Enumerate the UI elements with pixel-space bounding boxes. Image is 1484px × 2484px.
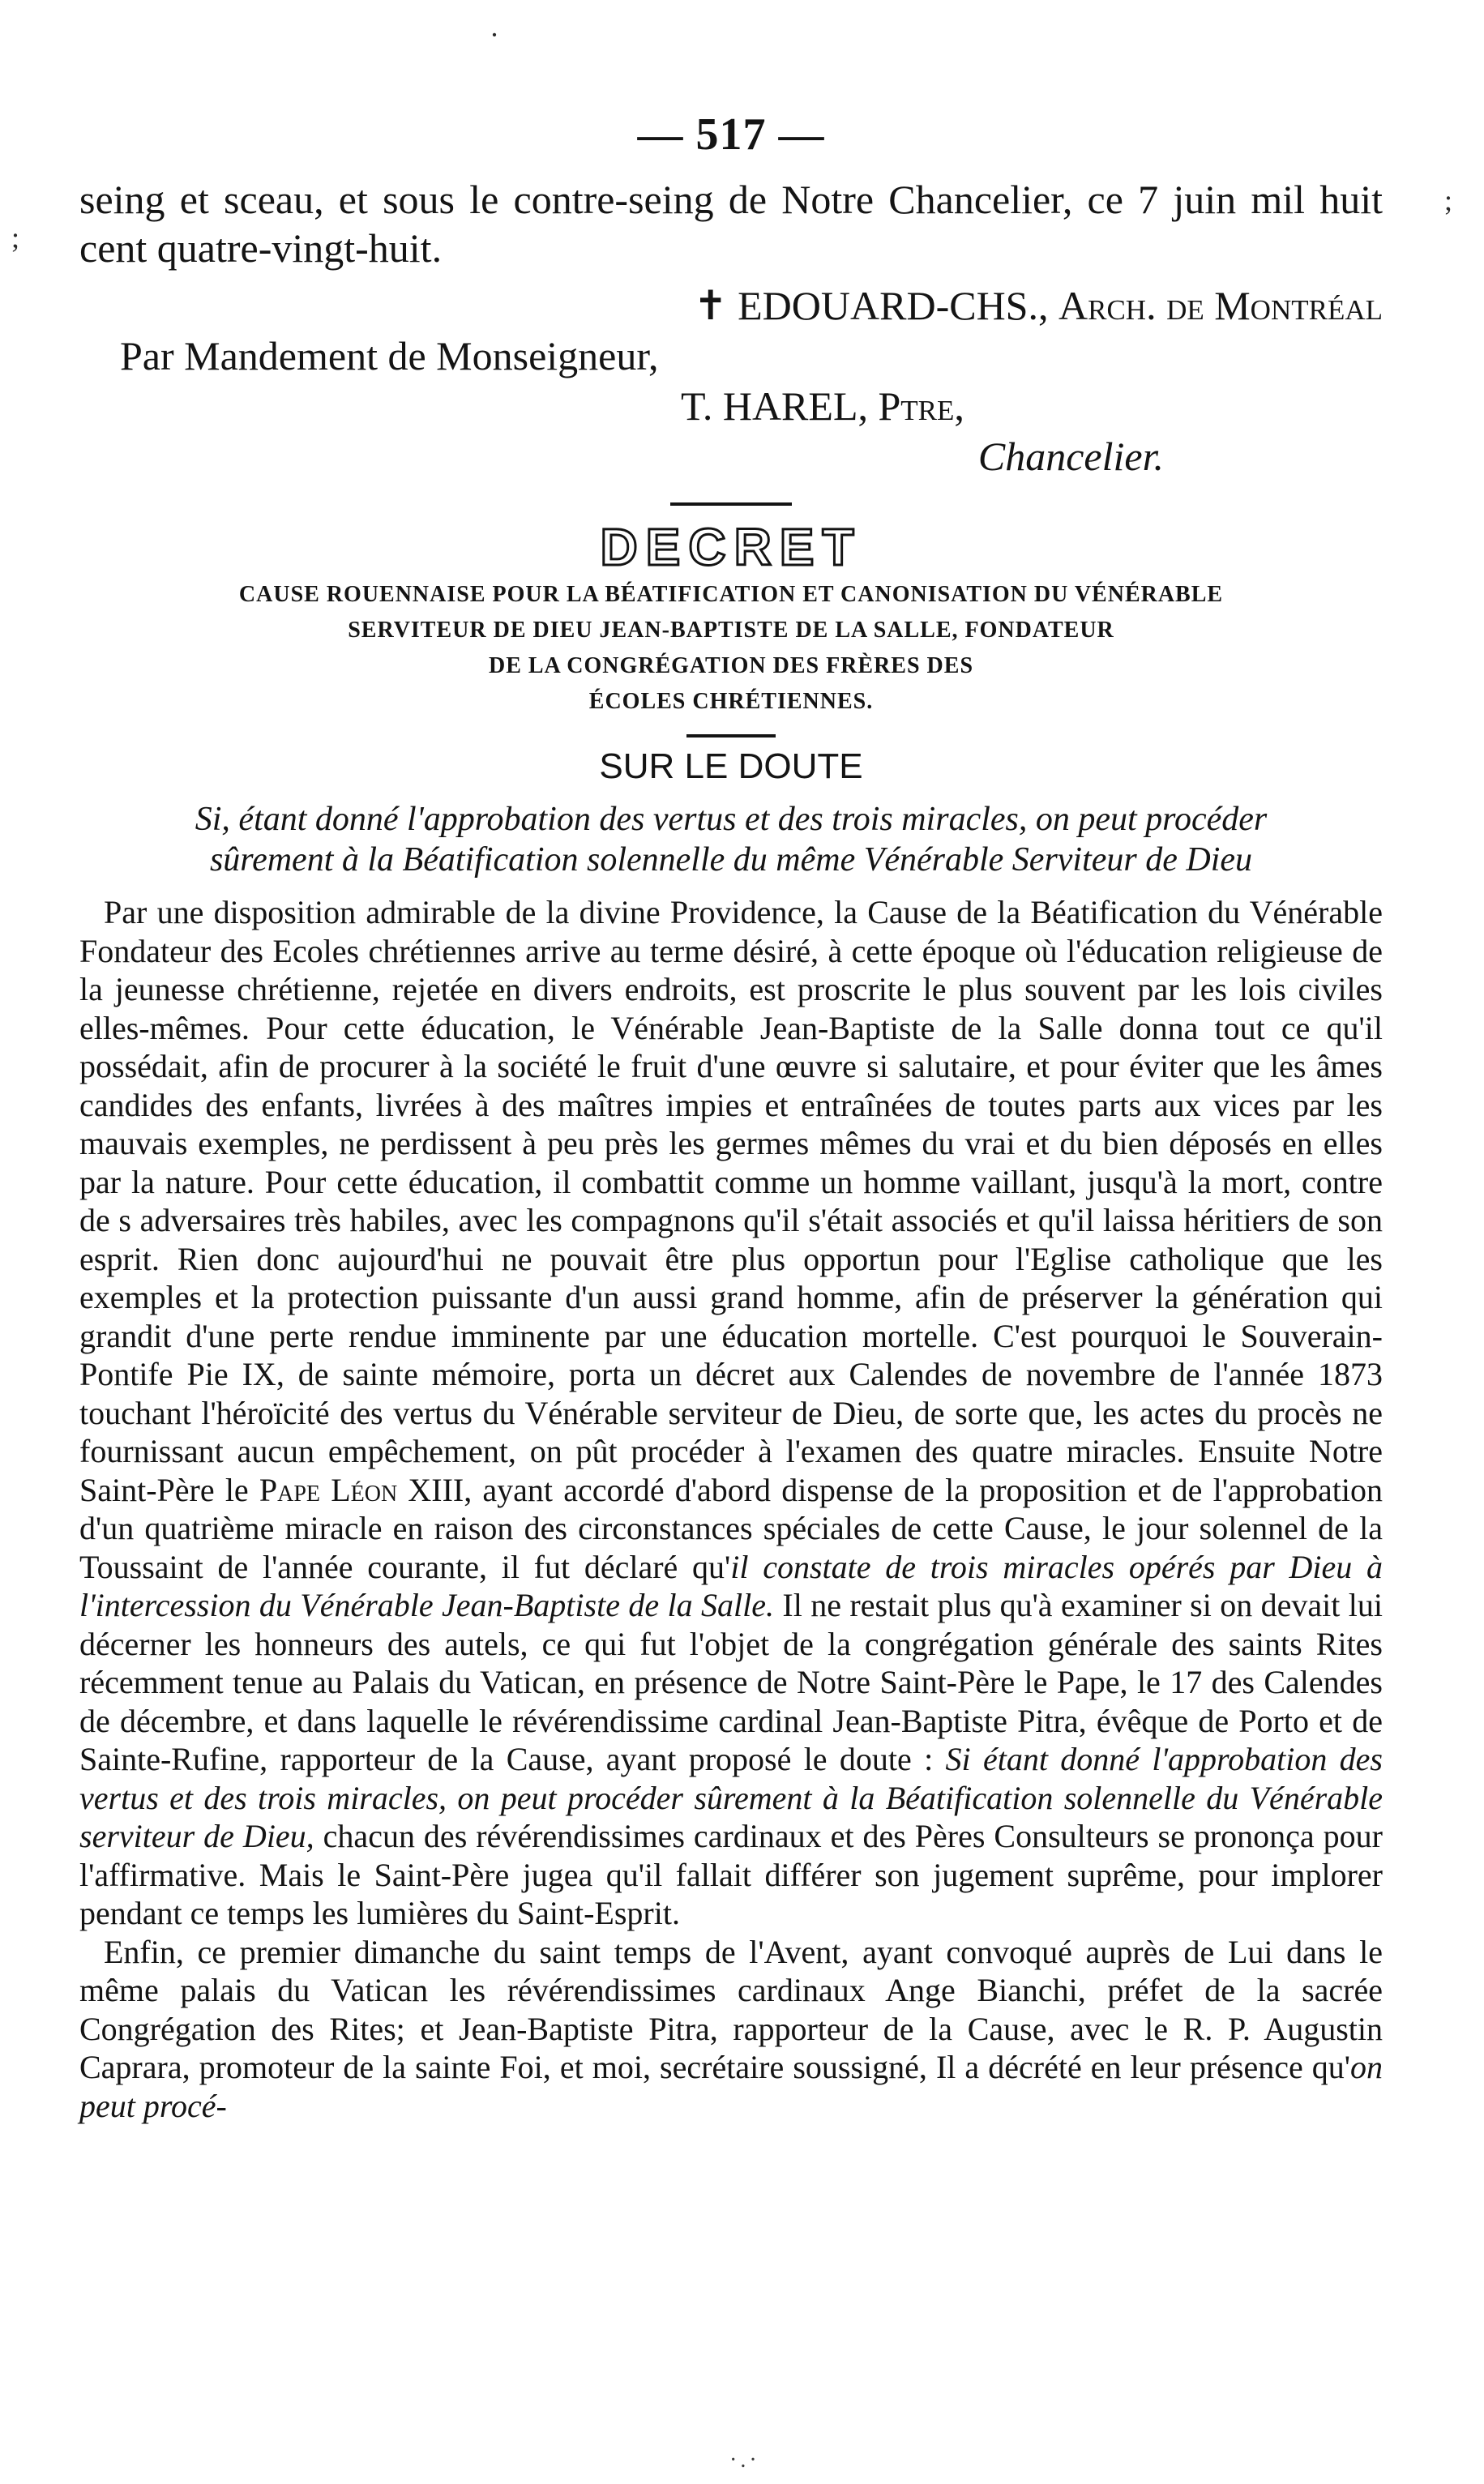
divider: [670, 502, 792, 506]
chancellor-name: T. HAREL,: [681, 383, 868, 429]
cause-line: ÉCOLES CHRÉTIENNES.: [588, 689, 874, 714]
archbishop-name: ✝ EDOUARD-CHS.,: [693, 283, 1049, 328]
page-number: — 517 —: [637, 109, 825, 160]
chancellor-role: Chancelier.: [977, 434, 1164, 479]
text-run: Enfin, ce premier dimanche du saint temps de l'Avent, ayant convoqué auprès de Lui dans le même palais du Vatican les révérendissimes cardinaux Ange Bianchi, préfet de la sacrée Congrégation des Rites; et Jean-Baptiste Pitra, rapporteur de la Cause, avec le R. P. Augustin Caprara, promoteur de la sainte Foi, et moi, secrétaire soussigné, Il a décrété en leur présence qu': [79, 1933, 1383, 2085]
document-page: [79, 105, 1383, 2125]
chancellor-title: Ptre,: [878, 383, 964, 429]
archbishop-title: Arch. de Montréal: [1058, 283, 1383, 328]
footer-mark: ·.·: [729, 2448, 760, 2473]
scan-speck: ;: [1444, 184, 1453, 216]
body-paragraph: [79, 1933, 1383, 2126]
mandement-line: Par Mandement de Monseigneur,: [120, 333, 659, 378]
archbishop-signature: [79, 280, 1383, 331]
pope-name: Pape Léon XIII: [259, 1471, 464, 1508]
text-run: Par une disposition admirable de la divine Providence, la Cause de la Béatification du Vénérable Fondateur des Ecoles chrétiennes arrive au terme désiré, à cette époque où l'éducation religieuse de la jeunesse chrétienne, rejetée en divers endroits, est proscrite le plus souvent par les lois civiles elles-mêmes. Pour cette éducation, le Vénérable Jean-Baptiste de la Salle donna tout ce qu'il possédait, afin de procurer à la société le fruit d'une œuvre si salutaire, et pour éviter que les âmes candides des enfants, livrées à des maîtres impies et entraînées de toutes parts aux vices par les mauvais exemples, ne perdissent à peu près les germes mêmes du vrai et du bien déposés en elles par la nature. Pour cette éducation, il combattit comme un homme vaillant, jusqu'à la mort, contre de s adversaires très habiles, avec les compagnons qu'il s'était associés et qu'il laissa héritiers de son esprit. Rien donc aujourd'hui ne pouvait être plus opportun pour l'Eglise catholique que les exemples et la protection puissante d'un aussi grand homme, afin de préserver la génération qui grandit d'une perte rendue imminente par une éducation mortelle. C'est pourquoi le Souverain-Pontife Pie IX, de sainte mémoire, porta un décret aux Calendes de novembre de l'année 1873 touchant l'héroïcité des vertus du Vénérable serviteur de Dieu, de sorte que, les actes du procès ne fournissant aucun empêchement, on pût procéder à l'examen des quatre miracles. Ensuite Notre Saint-Père le: [79, 894, 1383, 1508]
body-paragraph: [79, 893, 1383, 1933]
opening-text: seing et sceau, et sous le contre-seing de Notre Chancelier, ce 7 juin mil huit cent quatre-vingt-huit.: [79, 177, 1383, 271]
text-run: chacun des révérendissimes cardinaux et des Pères Consulteurs se prononça pour l'affirmative. Mais le Saint-Père jugea qu'il fallait différer son jugement suprême, pour implorer pendant ce temps les lumières du Saint-Esprit.: [79, 1818, 1383, 1931]
question-line: Si, étant donné l'approbation des vertus et des trois miracles, on peut procéder: [195, 801, 1268, 838]
question-line: sûrement à la Béatification solennelle du même Vénérable Serviteur de Dieu: [209, 841, 1253, 879]
scan-speck: ·: [490, 19, 499, 51]
chancellor-signature: [79, 381, 1383, 431]
cause-heading: [79, 577, 1383, 720]
cause-line: CAUSE ROUENNAISE POUR LA BÉATIFICATION ET CANONISATION DU VÉNÉRABLE: [238, 582, 1224, 607]
italic-run: Si étant donné l'approbation des vertus et des trois miracles, on peut procéder sûrement à la Béatification solennelle du Vénérable serviteur de Dieu,: [79, 1741, 1383, 1854]
divider: [686, 734, 776, 738]
decree-title: DECRET: [600, 518, 862, 576]
decree-body: [79, 893, 1383, 2125]
subheading: SUR LE DOUTE: [599, 746, 863, 786]
cause-line: SERVITEUR DE DIEU JEAN-BAPTISTE DE LA SALLE, FONDATEUR: [348, 618, 1114, 643]
text-run: , ayant accordé d'abord dispense de la proposition et de l'approbation d'un quatrième miracle en raison des circonstances spéciales de cette Cause, le jour solennel de la Toussaint de l'année courante, il fut déclaré qu': [79, 1471, 1383, 1585]
text-run: Il ne restait plus qu'à examiner si on devait lui décerner les honneurs des autels, ce qui fut l'objet de la congrégation générale des saints Rites récemment tenue au Palais du Vatican, en présence de Notre Saint-Père le Pape, le 17 des Calendes de décembre, et dans laquelle le révérendissime cardinal Jean-Baptiste Pitra, évêque de Porto et de Sainte-Rufine, rapporteur de la Cause, ayant proposé le doute :: [79, 1587, 1383, 1777]
cause-line: DE LA CONGRÉGATION DES FRÈRES DES: [488, 653, 974, 678]
scan-speck: ;: [11, 221, 20, 254]
doubt-question: [79, 799, 1383, 880]
italic-run: on peut procé-: [79, 2049, 1383, 2124]
italic-run: il constate de trois miracles opérés par Dieu à l'intercession du Vénérable Jean-Baptiste de la Salle.: [79, 1548, 1383, 1623]
